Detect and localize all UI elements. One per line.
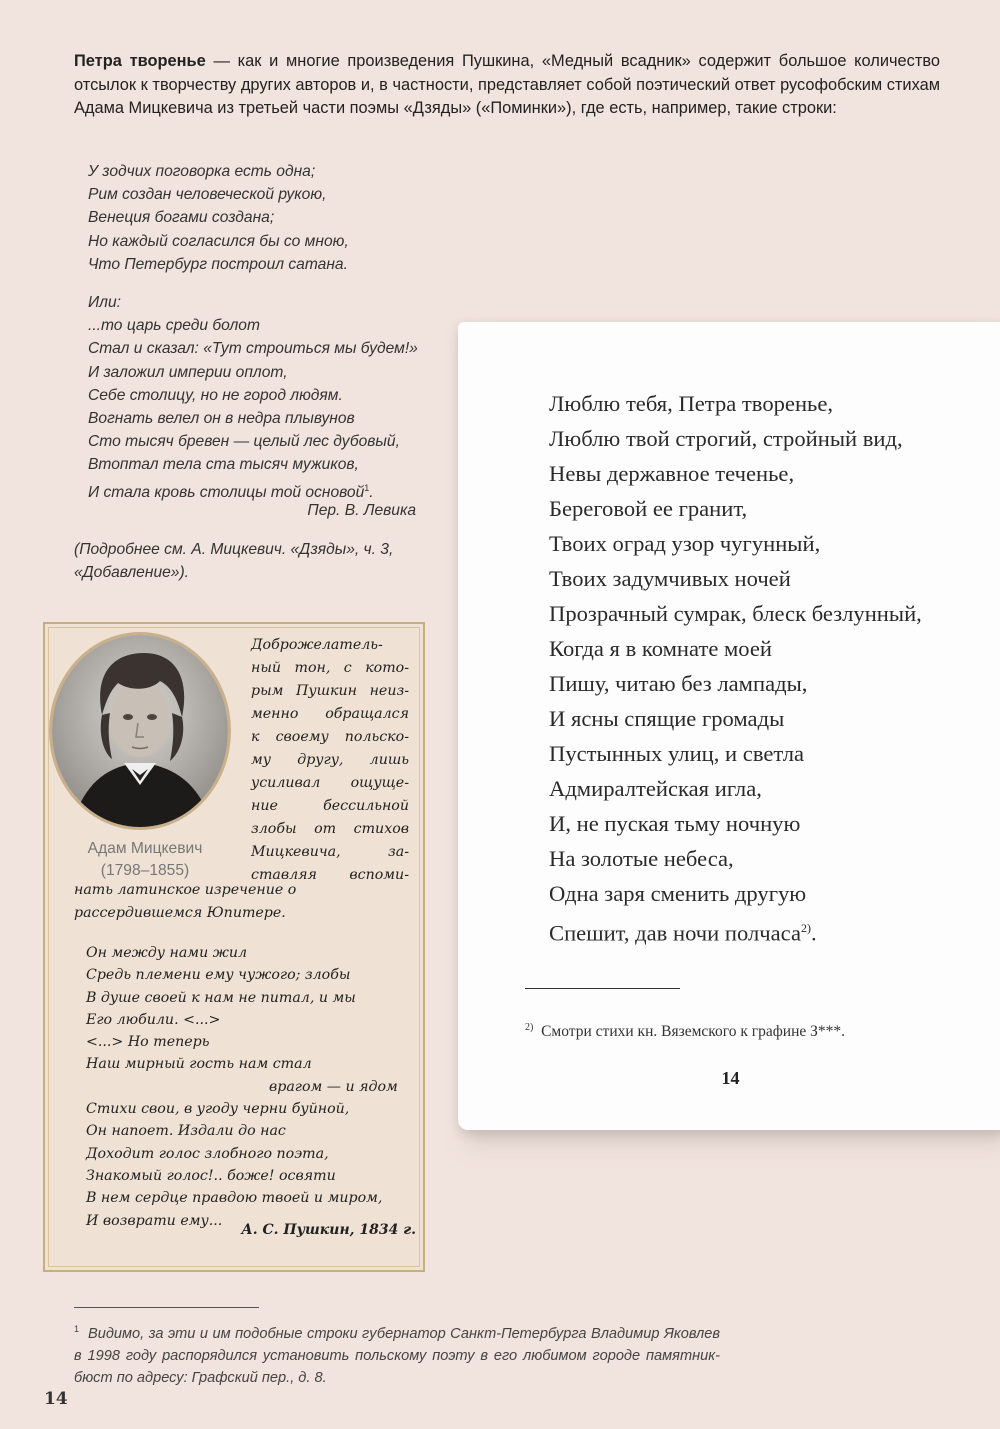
book-footnote-rule xyxy=(525,988,680,989)
caption-name: Адам Мицкевич xyxy=(87,840,203,857)
quote-line: Вогнать велел он в недра плывунов xyxy=(88,410,355,428)
footnote-text: Видимо, за эти и им подобные строки губернатор Санкт-Петербурга Владимир Яковлев в 1998 году распорядился установить польскому поэту в его любимом городе памятник-бюст по адресу: Графский пер., д. 8. xyxy=(74,1325,721,1386)
translator-credit: Пер. В. Левика xyxy=(307,502,416,519)
poem-line: Твоих задумчивых ночей xyxy=(549,566,791,591)
poem-line: Наш мирный гость нам стал xyxy=(86,1056,312,1073)
poem-line: Стихи свои, в угоду черни буйной, xyxy=(86,1101,350,1118)
quote-line: У зодчих поговорка есть одна; xyxy=(88,163,316,180)
para-line: ставляя вспоми- xyxy=(251,867,409,883)
para-line: рым Пушкин неиз- xyxy=(251,683,409,699)
poem-line: <...> Но теперь xyxy=(86,1034,210,1051)
intro-paragraph xyxy=(74,50,940,121)
footnote-rule xyxy=(74,1307,259,1308)
poem-line: Доходит голос злобного поэта, xyxy=(86,1145,329,1162)
quote-line: И заложил империи оплот, xyxy=(88,363,288,381)
page-number: 14 xyxy=(44,1389,68,1409)
poem-line: Пустынных улиц, и светла xyxy=(549,741,805,766)
poem-line: Одна заря сменить другую xyxy=(549,881,807,906)
quote-line: Но каждый согласился бы со мною, xyxy=(88,232,349,250)
poem-last-line: Спешит, дав ночи полчаса xyxy=(549,920,801,946)
quote-line: ...то царь среди болот xyxy=(88,317,260,335)
pushkin-sidebox xyxy=(43,622,425,1272)
poem-line: Пишу, читаю без лампады, xyxy=(549,671,808,696)
poem-line-indented: врагом — и ядом xyxy=(269,1078,398,1095)
intro-bold-heading: Петра творенье xyxy=(74,52,206,70)
footnote-mark: 2) xyxy=(800,921,811,935)
poem-signature: А. С. Пушкин, 1834 г. xyxy=(241,1222,416,1238)
poem-line: Знакомый голос!.. боже! освяти xyxy=(86,1167,336,1184)
para-line: менно обращался xyxy=(251,706,409,722)
quote-line: Венеция богами создана; xyxy=(88,209,275,227)
para-line: усиливал ощуще- xyxy=(251,775,409,791)
poem-line: Средь племени ему чужого; злобы xyxy=(86,967,351,984)
caption-years: (1798–1855) xyxy=(100,862,190,879)
poem-last-punct: . xyxy=(810,920,817,946)
intro-text: — как и многие произведения Пушкина, «Медный всадник» содержит большое количество отсылок к творчеству других авторов и, в частности, представляет собой поэтический ответ русофобским стихам Адама Мицкевича из третьей части поэмы «Дзяды» («Поминки»), где есть, например, такие строки: xyxy=(74,52,940,117)
poem-line: Невы державное теченье, xyxy=(549,461,795,486)
portrait-caption xyxy=(63,838,227,882)
page-footnote xyxy=(74,1318,720,1389)
poem-line: Адмиралтейская игла, xyxy=(549,776,762,801)
poem-line: Береговой ее гранит, xyxy=(549,496,748,521)
quote-line: Втоптал тела ста тысяч мужиков, xyxy=(88,456,359,474)
para-line: ние бессильной xyxy=(251,798,409,814)
poem-line: И возврати ему... xyxy=(86,1212,223,1229)
quote-line: Стал и сказал: «Тут строиться мы будем!» xyxy=(88,340,418,358)
book-page-number: 14 xyxy=(721,1068,740,1088)
poem-line: И ясны спящие громады xyxy=(549,706,785,731)
poem-line: Прозрачный сумрак, блеск безлунный, xyxy=(549,601,922,626)
mickiewicz-quote-2 xyxy=(88,291,418,504)
footnote-mark: 1 xyxy=(74,1324,80,1334)
para-line: злобы от стихов xyxy=(251,821,409,837)
book-footnote xyxy=(525,1022,965,1041)
para-line: Мицкевича, за- xyxy=(251,844,409,860)
poem-line: На золотые небеса, xyxy=(549,846,734,871)
quote-line: Рим создан человеческой рукою, xyxy=(88,186,327,204)
mickiewicz-portrait xyxy=(49,632,231,830)
quote-line: И стала кровь столицы той основой$^1$. xyxy=(88,482,374,501)
sidebox-paragraph-tail: нать латинское изречение о рассердившемся Юпитере. xyxy=(74,882,297,921)
para-line: ный тон, с кото- xyxy=(251,660,409,676)
portrait-image xyxy=(52,635,228,827)
reference-note: (Подробнее см. А. Мицкевич. «Дзяды», ч. 3, «Добавление»). xyxy=(74,541,394,581)
quote-line: Что Петербург построил сатана. xyxy=(88,255,348,273)
para-line: к своему польско- xyxy=(251,729,409,745)
poem-line: Твоих оград узор чугунный, xyxy=(549,531,821,556)
poem-line: Люблю твой строгий, стройный вид, xyxy=(549,426,903,451)
poem-line: Люблю тебя, Петра творенье, xyxy=(549,391,834,416)
poem-line: И, не пуская тьму ночную xyxy=(549,811,801,836)
quote-line: Сто тысяч бревен — целый лес дубовый, xyxy=(88,433,400,451)
para-line: му другу, лишь xyxy=(251,752,409,768)
footnote-mark: 1 xyxy=(364,482,370,493)
sidebox-paragraph xyxy=(251,634,409,887)
poem-line: В душе своей к нам не питал, и мы xyxy=(86,989,356,1006)
bronze-horseman-excerpt xyxy=(549,386,969,951)
footnote-mark: 2) xyxy=(525,1022,534,1033)
poem-line xyxy=(549,911,969,951)
poem-line: В нем сердце правдою твоей и миром, xyxy=(86,1190,383,1207)
para-line: Доброжелатель- xyxy=(251,637,383,653)
quote-last-line: И стала кровь столицы той основой xyxy=(88,483,365,501)
book-footnote-text: Смотри стихи кн. Вяземского к графине З***. xyxy=(541,1023,846,1041)
poem-line: Он между нами жил xyxy=(86,945,248,961)
poem-line: Его любили. <...> xyxy=(86,1011,221,1028)
mickiewicz-quote-1 xyxy=(88,160,428,276)
quote-line: Себе столицу, но не город людям. xyxy=(88,386,343,404)
quote-line: Или: xyxy=(88,294,121,311)
pushkin-poem xyxy=(86,942,411,1232)
poem-line: Он напоет. Издали до нас xyxy=(86,1123,286,1140)
poem-line: Когда я в комнате моей xyxy=(549,636,772,661)
book-page xyxy=(458,322,1000,1130)
